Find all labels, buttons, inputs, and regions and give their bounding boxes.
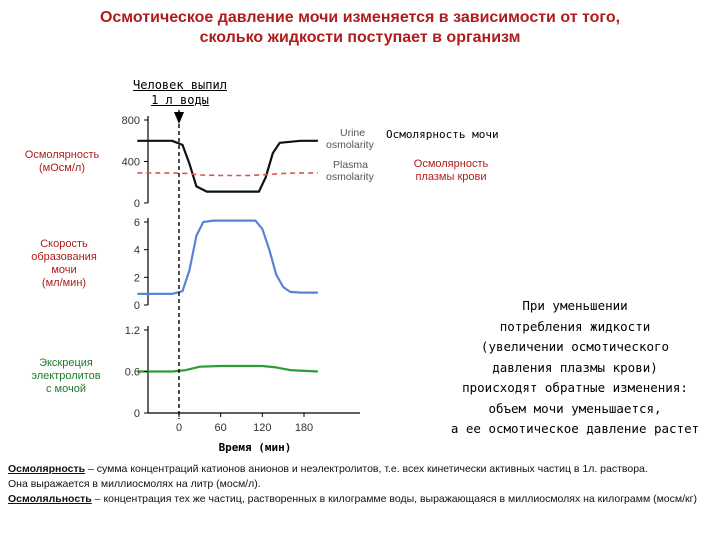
urine-osm-en-label-2: osmolarity <box>326 139 374 151</box>
note-line-5: происходят обратные изменения: <box>462 380 688 395</box>
urine-rate-label-line-2: образования <box>31 251 97 263</box>
x-tick-label: 180 <box>294 422 314 434</box>
event-marker-layer <box>174 110 184 419</box>
definition-term-osmolality: Осмоляльность <box>8 493 92 505</box>
osmolarity-label-line-1: Осмолярность <box>24 149 100 161</box>
title-line-1: Осмотическое давление мочи изменяется в зависимости от того, <box>99 9 621 26</box>
plasma-osm-en-label-1: Plasma <box>333 159 369 171</box>
definition-text-osmolality: – концентрация тех же частиц, растворенных в килограмме воды, выражающаяся в миллиосмолях на килограмм (мосм/кг) <box>91 493 697 505</box>
plasma-osm-ru-line-1: Осмолярность <box>413 158 489 170</box>
definition-osmolarity <box>8 462 713 477</box>
y-tick-label-electrolyte: 0 <box>133 408 140 420</box>
y-tick-label-electrolyte: 1.2 <box>124 325 140 337</box>
electrolyte-label-line-2: электролитов <box>31 370 101 382</box>
series-line-osmolarity <box>137 141 318 192</box>
y-tick-label-urine_rate: 2 <box>133 272 140 285</box>
x-tick-label: 60 <box>214 422 227 434</box>
x-tick-label: 0 <box>175 422 183 434</box>
note-line-1: При уменьшении <box>522 298 628 313</box>
y-tick-label-urine_rate: 4 <box>133 244 140 257</box>
urine-rate-label-line-1: Скорость <box>40 238 88 250</box>
urine-rate-label-line-3: мочи <box>51 264 77 276</box>
osmolarity-label-line-2: (мОсм/л) <box>39 162 85 174</box>
x-axis-label-text: Время (мин) <box>218 441 292 454</box>
title-line-2: сколько жидкости поступает в организм <box>199 29 521 46</box>
urine-osm-en-label-1: Urine <box>340 127 366 139</box>
event-line-1: Человек выпил <box>133 78 227 92</box>
y-tick-label-electrolyte: 0.6 <box>124 366 140 379</box>
explanation-note <box>440 296 710 440</box>
note-line-2: потребления жидкости <box>499 318 651 334</box>
definition-text-osmolarity: – сумма концентраций катионов анионов и неэлектролитов, т.е. всех кинетически активных частиц в 1л. раствора. <box>85 463 648 475</box>
urine-rate-label-line-4: (мл/мин) <box>41 277 87 289</box>
definitions-block <box>8 462 713 507</box>
event-arrow-icon <box>174 112 184 124</box>
plasma-osm-ru-line-2: плазмы крови <box>415 171 487 183</box>
electrolyte-label-line-3: с мочой <box>46 383 86 395</box>
axes-layer <box>148 116 360 413</box>
note-line-4: давления плазмы крови) <box>492 359 658 375</box>
event-line-2: 1 л воды <box>151 93 209 107</box>
series-layer <box>137 141 318 372</box>
y-tick-label-osmolarity: 0 <box>133 198 140 210</box>
series-line-electrolyte <box>137 366 318 372</box>
ticks-layer <box>122 115 314 434</box>
series-line-osmolarity <box>137 173 318 176</box>
y-tick-label-osmolarity: 800 <box>121 115 140 127</box>
note-line-6: объем мочи уменьшается, <box>488 400 662 416</box>
definition-osmolarity-units: Она выражается в миллиосмолях на литр (мосм/л). <box>8 478 261 490</box>
note-line-7: а ее осмотическое давление растет <box>450 421 700 436</box>
definition-osmolality <box>8 492 713 507</box>
x-tick-label: 120 <box>253 422 272 434</box>
series-line-urine_rate <box>137 221 318 294</box>
plasma-osm-en-label-2: osmolarity <box>326 171 374 183</box>
y-tick-label-osmolarity: 400 <box>121 156 140 169</box>
y-tick-label-urine_rate: 0 <box>133 300 140 312</box>
y-tick-label-urine_rate: 6 <box>133 217 140 229</box>
note-line-3: (увеличении осмотического <box>480 339 670 354</box>
urine-osm-ru-text: Осмолярность мочи <box>386 128 499 141</box>
definition-term-osmolarity: Осмолярность <box>8 463 86 475</box>
electrolyte-label-line-1: Экскреция <box>39 357 93 369</box>
